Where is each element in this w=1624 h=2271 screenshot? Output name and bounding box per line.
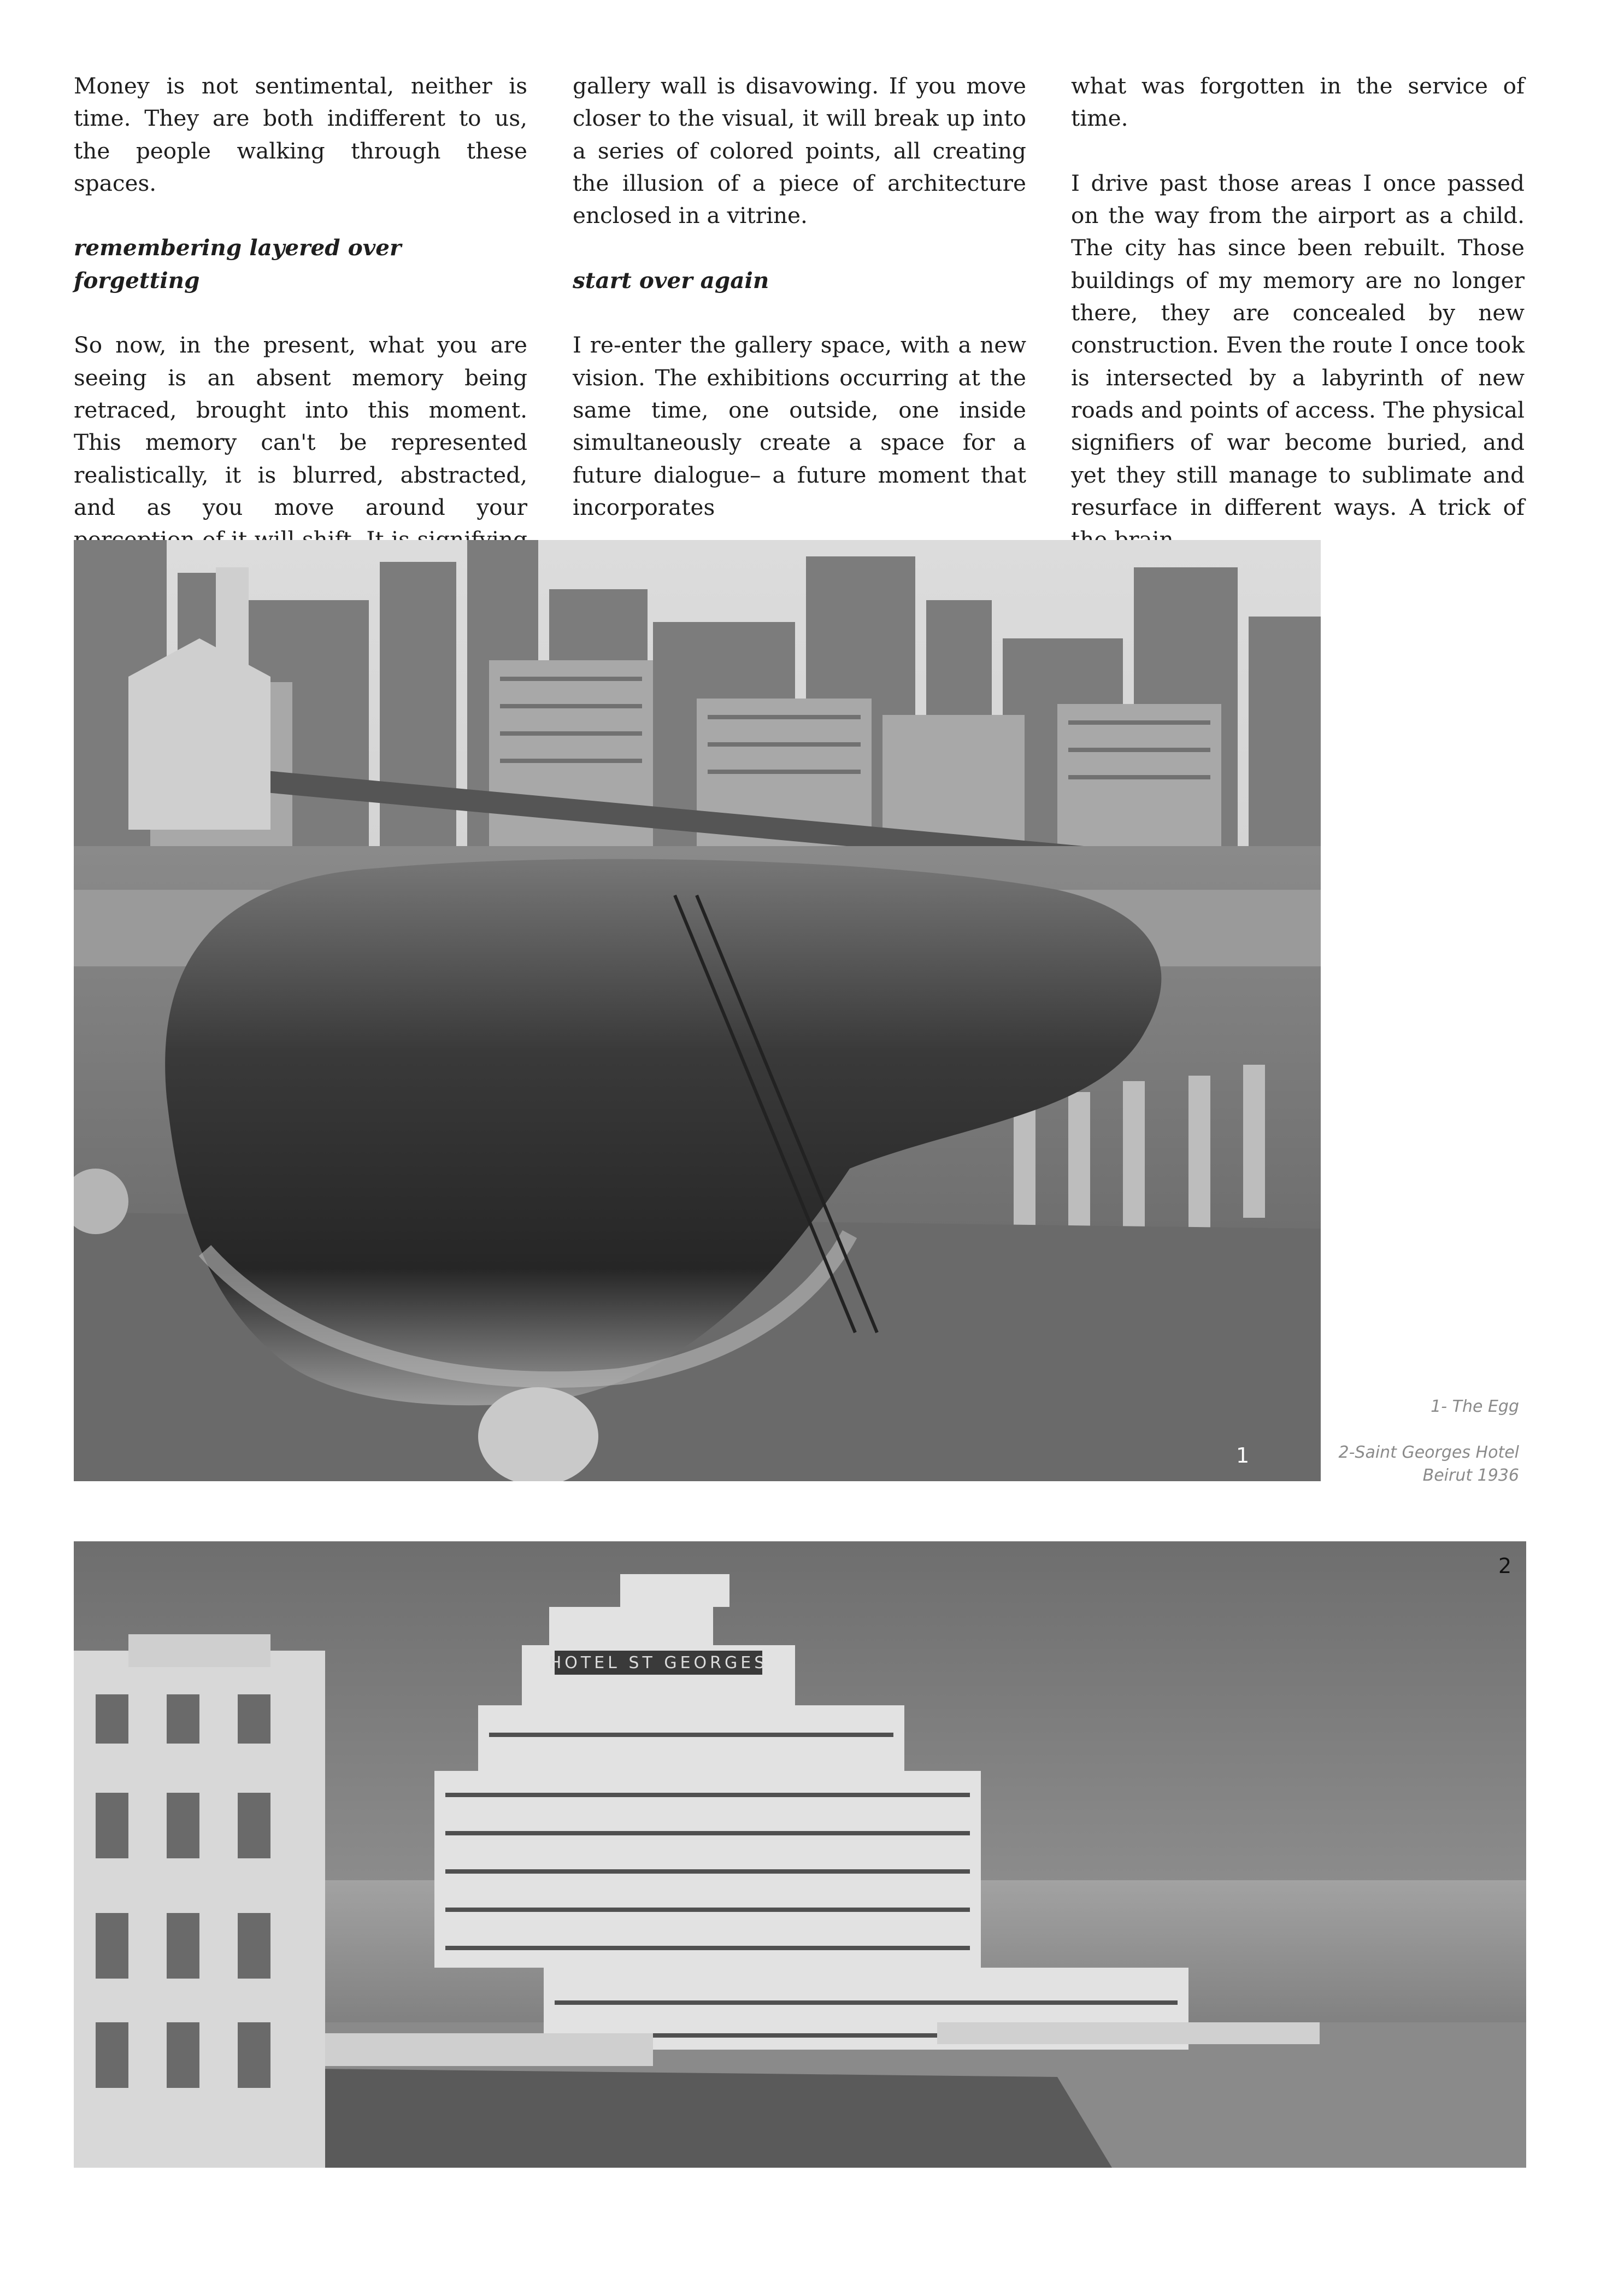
photo-the-egg <box>74 540 1321 1481</box>
paragraph: Money is not sentimental, neither is time. They are both indifferent to us, the people walking through these spaces. <box>74 73 527 196</box>
section-heading: start over again <box>573 267 769 294</box>
photo-saint-georges-hotel <box>74 1541 1526 2168</box>
caption-figure-1: 1- The Egg <box>1431 1397 1519 1416</box>
paragraph: So now, in the present, what you are seeing is an absent memory being retraced, brought into this moment. This memory can't be represented realistically, it is blurred, abstracted, and as you move around your <box>74 332 527 520</box>
paragraph: gallery wall is disavowing. If you move closer to the visual, it will break up into a series of colored points, all creating the illusion of a piece of architecture enclosed in a vitrine. <box>573 73 1026 229</box>
figure-number-2: 2 <box>1498 1554 1512 1578</box>
hotel-sign: HOTEL ST GEORGES <box>549 1653 768 1673</box>
text-column-1 <box>74 70 527 589</box>
photo-the-egg-illustration <box>74 540 1321 1481</box>
text-column-2 <box>573 70 1026 524</box>
figure-number-1: 1 <box>1236 1443 1250 1468</box>
paragraph: what was forgotten in the service of time. <box>1071 73 1525 132</box>
section-heading: remembering layered over forgetting <box>74 234 402 294</box>
paragraph: I drive past those areas I once passed on the way from the airport as a child. The city has since been rebuilt. Those buildings of my memory are no longer there, they are concealed by new construction. Even the route I once took is intersected by a labyrinth of new roads and points of access. The physical signifiers of war become buried, and yet they still manage to sublimate and resurface in different ways. A trick of <box>1071 169 1525 520</box>
paragraph: I re-enter the gallery space, with a new vision. The exhibitions occurring at the same time, one outside, one inside simultaneously create a space for a future dialogue– a future moment that incorporates <box>573 332 1026 520</box>
caption-figure-2: 2-Saint Georges Hotel Beirut 1936 <box>1338 1443 1519 1485</box>
text-column-3 <box>1071 70 1525 556</box>
photo-saint-georges-illustration <box>74 1541 1526 2168</box>
